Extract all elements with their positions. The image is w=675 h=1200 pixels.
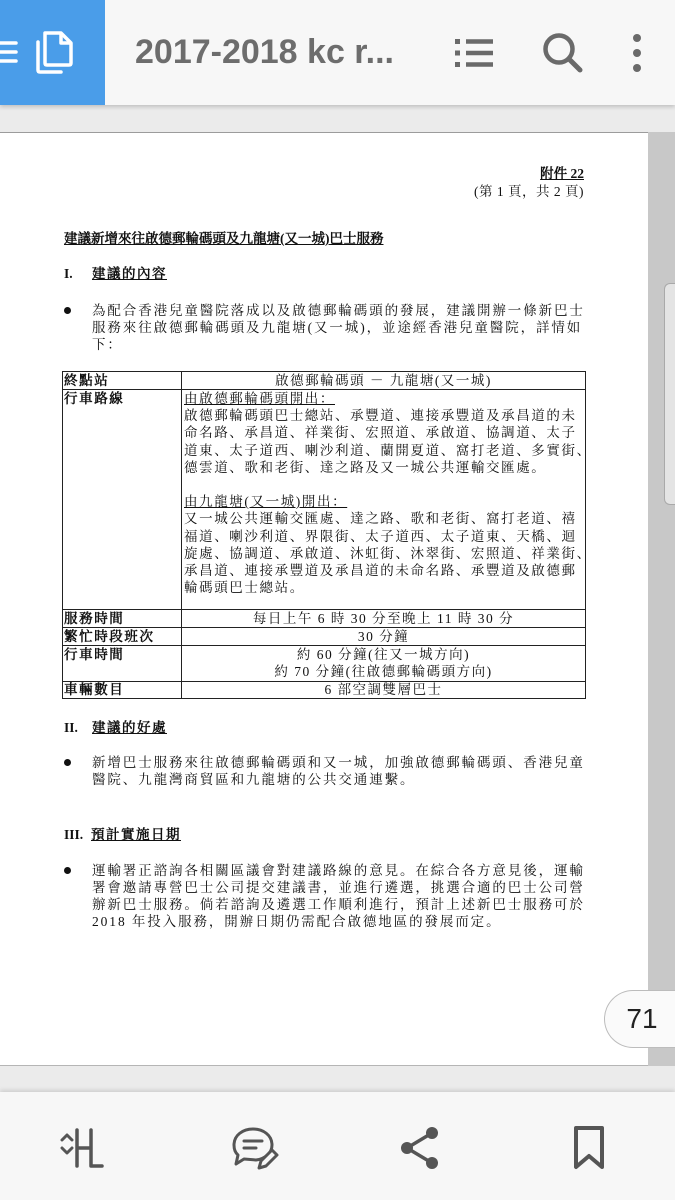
row-label: 繁忙時段班次: [63, 628, 182, 645]
bullet-line: 2018 年投入服務，開辦日期仍需配合啟德地區的發展而定。: [92, 914, 502, 929]
table-row: [63, 681, 585, 698]
section-numeral: II.: [64, 720, 78, 735]
table-row: [63, 645, 585, 681]
row-value: 6 部空調雙層巴士: [324, 682, 443, 697]
comment-pen-icon[interactable]: [228, 1125, 282, 1173]
route-line: 德雲道、歌和老街、達之路及又一城公共運輸交匯處。: [184, 459, 547, 475]
document-page[interactable]: [0, 132, 648, 1066]
page-number-badge[interactable]: 71: [604, 990, 675, 1048]
more-vertical-icon[interactable]: [628, 33, 646, 73]
table-row: [63, 389, 592, 609]
section-title: 預計實施日期: [91, 827, 181, 842]
route-line: 輪碼頭巴士總站。: [184, 580, 305, 596]
section-title: 建議的內容: [92, 266, 167, 281]
row-value: 每日上午 6 時 30 分至晚上 11 時 30 分: [252, 611, 515, 626]
outbound-heading: 由啟德郵輪碼頭開出：: [184, 391, 335, 406]
route-line: 啟德郵輪碼頭巴士總站、承豐道、連接承豐道及承昌道的未: [184, 408, 577, 424]
bookmark-icon[interactable]: [570, 1125, 608, 1171]
list-icon[interactable]: [452, 34, 496, 72]
bullet-line: 辦新巴士服務。倘若諮詢及遴選工作順利進行，預計上述新巴士服務可於: [92, 897, 585, 912]
route-line: 承昌道、連接承豐道及承昌道的未命名路、承豐道及啟德郵: [184, 562, 577, 578]
bullet-line: 運輸署正諮詢各相關區議會對建議路線的意見。在綜合各方意見後，運輸: [92, 863, 585, 878]
document-copy-icon: [33, 29, 75, 75]
journey-time-line: 約 70 分鐘(往啟德郵輪碼頭方向): [274, 664, 493, 679]
row-value: [182, 646, 585, 681]
route-details-table: [62, 371, 592, 699]
row-value: 30 分鐘: [357, 629, 410, 644]
document-heading: 建議新增來往啟德郵輪碼頭及九龍塘(又一城)巴士服務: [64, 231, 384, 246]
share-icon[interactable]: [398, 1125, 442, 1171]
section-numeral: I.: [64, 266, 73, 281]
bullet-line: 為配合香港兒童醫院落成以及啟德郵輪碼頭的發展，建議開辦一條新巴士: [92, 303, 585, 318]
route-line: 旋處、協調道、承啟道、沐虹街、沐翠街、宏照道、祥業街、: [184, 545, 592, 561]
row-label: 車輛數目: [63, 682, 182, 698]
bullet-icon: [64, 867, 71, 874]
row-value: 啟德郵輪碼頭 － 九龍塘(又一城): [275, 373, 492, 388]
page-info: (第 1 頁，共 2 頁): [474, 184, 584, 199]
bullet-line: 新增巴士服務來往啟德郵輪碼頭和又一城，加強啟德郵輪碼頭、香港兒童: [92, 755, 585, 770]
bullet-line: 下：: [92, 337, 123, 352]
bullet-icon: [64, 307, 71, 314]
table-row: [63, 609, 585, 627]
menu-icon[interactable]: [0, 41, 18, 65]
route-line: 命名路、承昌道、祥業街、宏照道、承啟道、協調道、太子: [184, 425, 577, 441]
row-label: 終點站: [63, 372, 182, 389]
scrollbar-track[interactable]: [648, 132, 675, 1066]
text-reflow-icon[interactable]: [58, 1126, 106, 1170]
bullet-icon: [64, 759, 71, 766]
search-icon[interactable]: [540, 30, 584, 76]
table-row: [63, 627, 585, 645]
inbound-heading: 由九龍塘(又一城)開出：: [184, 494, 348, 510]
annex-label: 附件 22: [540, 166, 584, 181]
section-title: 建議的好處: [92, 720, 167, 735]
view-toggle-button[interactable]: [0, 0, 105, 105]
bullet-line: 服務來往啟德郵輪碼頭及九龍塘(又一城)，並途經香港兒童醫院，詳情如: [92, 320, 583, 335]
row-label: 行車路線: [63, 390, 182, 609]
document-title: 2017-2018 kc r...: [135, 33, 395, 71]
section-numeral: III.: [64, 827, 84, 842]
route-line: 福道、喇沙利道、界限街、太子道西、太子道東、天橋、迴: [184, 528, 577, 544]
row-label: 行車時間: [63, 646, 182, 681]
bottom-toolbar: [0, 1092, 675, 1200]
bullet-line: 署會邀請專營巴士公司提交建議書，並進行遴選，挑選合適的巴士公司營: [92, 880, 585, 895]
row-label: 服務時間: [63, 610, 182, 627]
route-line: 道東、太子道西、喇沙利道、蘭開夏道、窩打老道、多實街、: [184, 442, 592, 458]
top-app-bar: [0, 0, 675, 105]
route-spacer: [182, 476, 585, 493]
scrollbar-thumb[interactable]: [664, 283, 675, 505]
journey-time-line: 約 60 分鐘(往又一城方向): [296, 647, 471, 662]
table-row: [63, 372, 585, 389]
bullet-line: 醫院、九龍灣商貿區和九龍塘的公共交通連繫。: [92, 772, 416, 787]
routing-cell: [182, 390, 592, 609]
route-line: 又一城公共運輸交匯處、達之路、歌和老街、窩打老道、禧: [184, 511, 577, 527]
